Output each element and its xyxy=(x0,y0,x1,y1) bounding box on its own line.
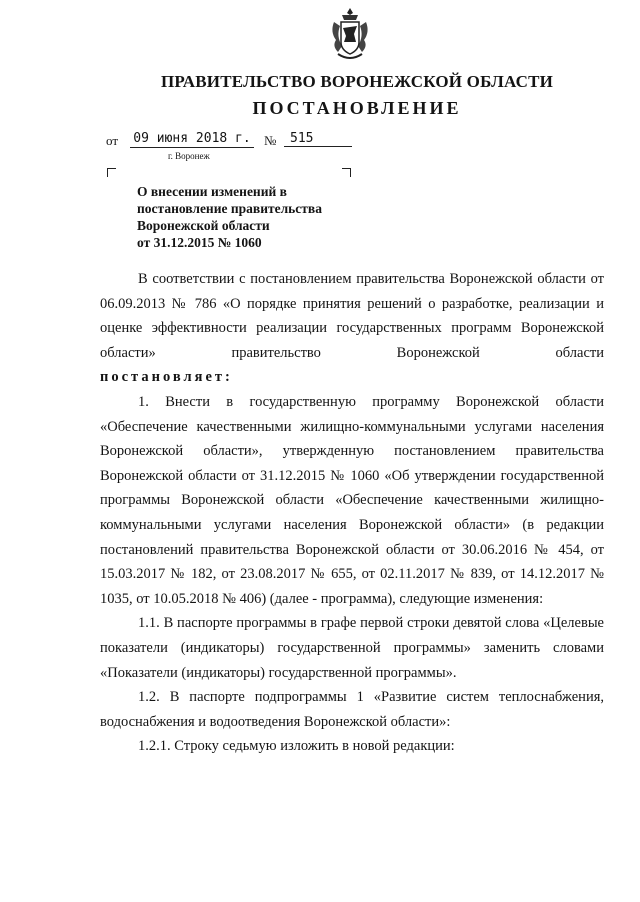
item-1-paragraph: 1. Внести в государственную программу Воронежской области «Обеспечение качественными жилищно-коммунальными услугами населения Воронежской области», утвержденную постановлением правительства Воронежской области от 31.12.2015 № 1060 «Об утверждении государственной программы Воронежской области «Обеспечение качественными жилищно-коммунальными услугами населения Воронежской области» (в редакции постановлений правительства Воронежской области от 30.06.2016 № 454, от 15.03.2017 № 182, от 23.08.2017 № 655, от 02.11.2017 № 839, от 14.12.2017 № 1035, от 10.05.2018 № 406) (далее - программа), следующие изменения: xyxy=(100,393,604,607)
item-1-2-1-paragraph: 1.2.1. Строку седьмую изложить в новой редакции: xyxy=(138,738,455,755)
document-body xyxy=(100,267,604,759)
item-1-1-paragraph: 1.1. В паспорте программы в графе первой строки девятой слова «Целевые показатели (индикаторы) государственной программы» заменить словами «Показатели (индикаторы) государственной программы». xyxy=(100,615,604,681)
document-number: 515 xyxy=(284,131,352,147)
item-1-2-paragraph: 1.2. В паспорте подпрограммы 1 «Развитие систем теплоснабжения, водоснабжения и водоотведения Воронежской области»: xyxy=(100,689,604,730)
document-subject xyxy=(137,183,367,251)
government-title: ПРАВИТЕЛЬСТВО ВОРОНЕЖСКОЙ ОБЛАСТИ xyxy=(160,72,554,91)
document-date: 09 июня 2018 г. xyxy=(130,131,254,148)
resolves-word: постановляет: xyxy=(100,369,233,386)
subject-bracket-right xyxy=(342,168,351,177)
subject-bracket-left xyxy=(107,168,116,177)
subject-line: Воронежской области xyxy=(137,218,270,233)
city-label: г. Воронеж xyxy=(168,151,210,161)
subject-line: О внесении изменений в xyxy=(137,184,287,199)
number-sign-label: № xyxy=(264,133,277,148)
subject-line: постановление правительства xyxy=(137,201,322,216)
coat-of-arms-emblem xyxy=(328,6,372,62)
preamble-paragraph: В соответствии с постановлением правительства Воронежской области от 06.09.2013 № 786 «О порядке принятия решений о разработке, реализации и оценке эффективности реализации государственных программ Воронежской области» правительство Воронежской области xyxy=(100,271,604,361)
document-type-title: ПОСТАНОВЛЕНИЕ xyxy=(252,98,462,118)
subject-line: от 31.12.2015 № 1060 xyxy=(137,235,262,250)
date-prefix-label: от xyxy=(106,133,119,148)
